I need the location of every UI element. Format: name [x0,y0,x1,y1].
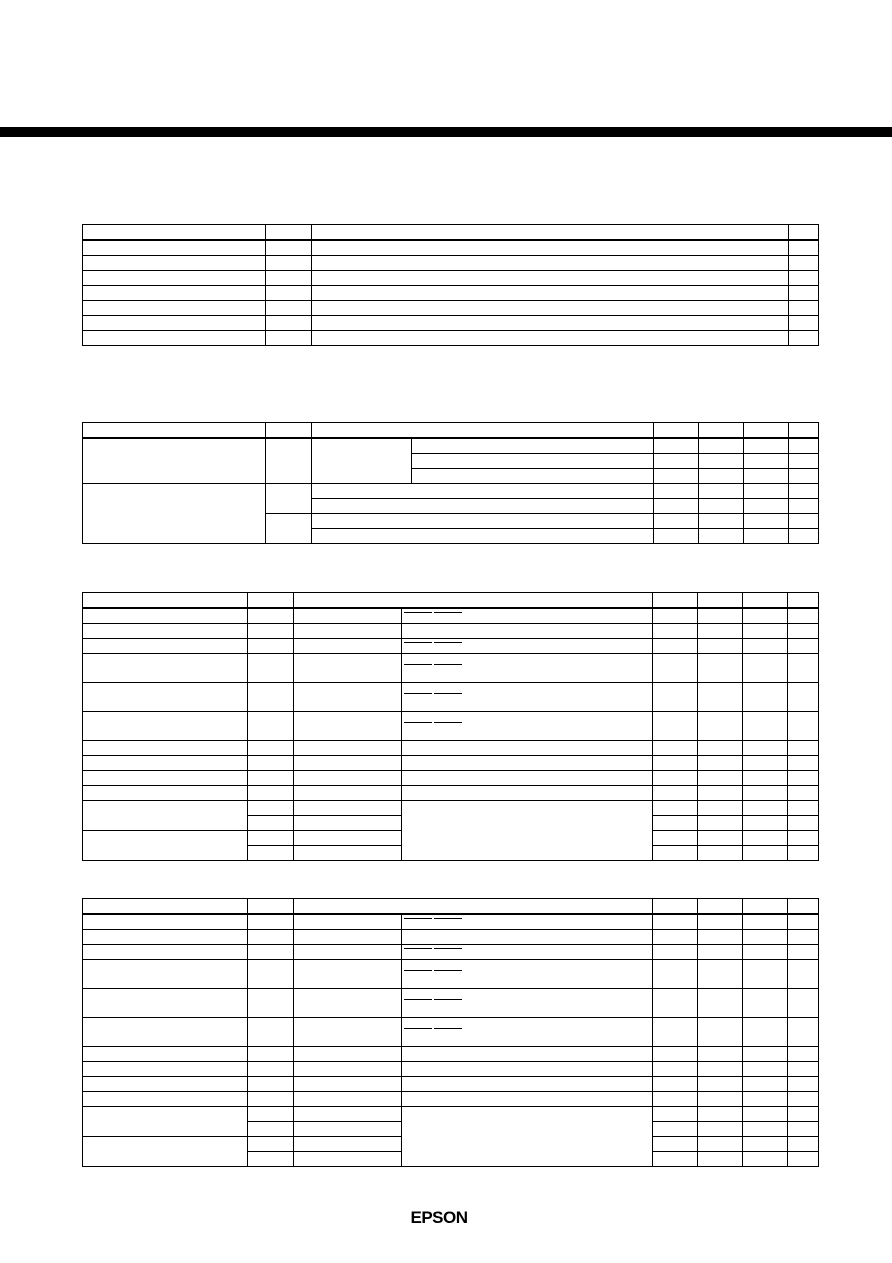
table-row [83,240,819,256]
epson-logo: EPSON [410,1208,468,1227]
table-row [83,1107,819,1122]
table-header-row [83,423,819,439]
table-row [83,331,819,346]
table-row [83,930,819,945]
table-row [83,639,819,654]
table-row [83,316,819,331]
table-row [83,1092,819,1107]
table-row [83,683,819,712]
dc-characteristics-table-1 [82,592,819,861]
table-row [83,960,819,989]
table-header-row [83,225,819,241]
table-row [83,624,819,639]
table-row [83,801,819,816]
table-row [83,1062,819,1077]
table-row [83,1047,819,1062]
table-row [83,914,819,930]
table-row [83,741,819,756]
table-row [83,989,819,1018]
table-row [83,256,819,271]
absolute-maximum-ratings-table [82,224,819,346]
table-row [83,1018,819,1047]
table-row [83,786,819,801]
table-row [83,1077,819,1092]
table-header-row [83,593,819,609]
table-row [83,712,819,741]
table-header-row [83,899,819,915]
table-row [83,756,819,771]
table-row [83,608,819,624]
table-row [83,438,819,454]
recommended-conditions-table [82,422,819,544]
header-rule [0,127,892,137]
table-row [83,945,819,960]
table-row [83,301,819,316]
table-row [83,771,819,786]
table-row [83,484,819,499]
table-row [83,654,819,683]
table-row [83,286,819,301]
dc-characteristics-table-2 [82,898,819,1167]
table-row [83,271,819,286]
